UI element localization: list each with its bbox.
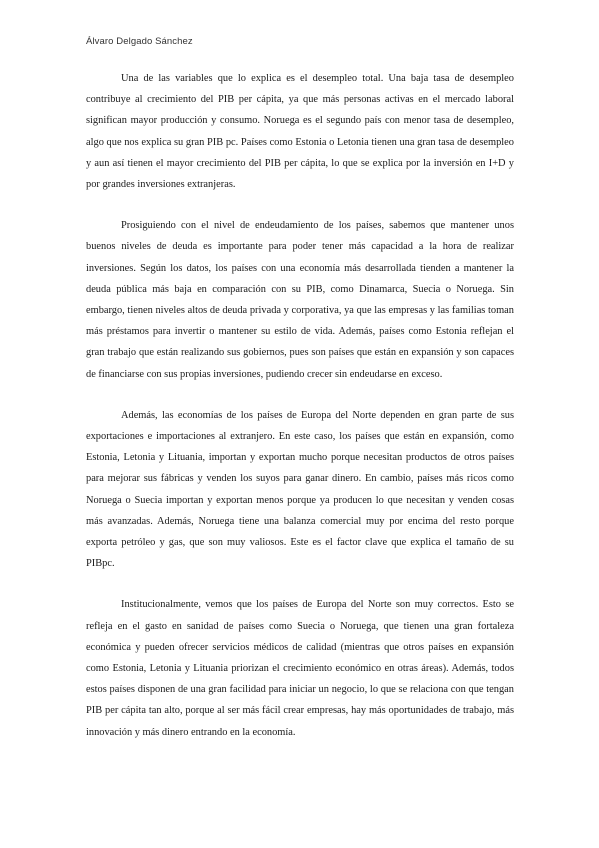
body-text [86, 68, 514, 763]
paragraph-institutions: Institucionalmente, vemos que los países de Europa del Norte son muy correctos. Esto se refleja en el gasto en sanidad de países como Suecia o Noruega, que tienen una gran fortaleza económica y pueden ofrecer servicios médicos de calidad (mientras que otros países en expansión como Estonia, Letonia y Lituania priorizan el crecimiento económico en otras áreas). Además, todos estos países disponen de una gran facilidad para iniciar un negocio, lo que se relaciona con que tengan PIB per cápita tan alto, porque al ser más fácil crear empresas, hay más oportunidades de trabajo, más innovación y más dinero entrando en la economía. [86, 599, 514, 738]
paragraph-debt: Prosiguiendo con el nivel de endeudamiento de los países, sabemos que mantener unos buenos niveles de deuda es importante para poder tener más capacidad a la hora de realizar inversiones. Según los datos, los países con una economía más desarrollada tienden a mantener la deuda pública más baja en comparación con su PIB, como Dinamarca, Suecia o Noruega. Sin embargo, tienen niveles altos de deuda privada y corporativa, ya que las empresas y las familias toman más préstamos para invertir o mantener su estilo de vida. Además, países como Estonia reflejan el gran trabajo que están realizando sus gobiernos, pues son países que están en expansión y son capaces de financiarse con sus propias inversiones, pudiendo crecer sin endeudarse en exceso. [86, 220, 514, 380]
paragraph-trade: Además, las economías de los países de Europa del Norte dependen en gran parte de sus exportaciones e importaciones al extranjero. En este caso, los países que están en expansión, como Estonia, Letonia y Lituania, importan y exportan mucho porque necesitan productos de otros países para mejorar sus fábricas y venden los suyos para ganar dinero. En cambio, países más ricos como Noruega o Suecia importan y exportan menos porque ya producen lo que necesitan y venden cosas más avanzadas. Además, Noruega tiene una balanza comercial muy por encima del resto porque exporta petróleo y gas, que son muy valiosos. Este es el factor clave que explica el tamaño de su PIBpc. [86, 409, 514, 570]
paragraph-unemployment: Una de las variables que lo explica es el desempleo total. Una baja tasa de desempleo contribuye al crecimiento del PIB per cápita, ya que más personas activas en el mercado laboral significan mayor producción y consumo. Noruega es el segundo país con menor tasa de desempleo, algo que nos explica su gran PIB pc. Países como Estonia o Letonia tienen una gran tasa de desempleo y aun así tienen el mayor crecimiento del PIB per cápita, lo que se explica por la inversión en I+D y por grandes inversiones extranjeras. [86, 73, 514, 191]
header-author: Álvaro Delgado Sánchez [86, 36, 193, 47]
